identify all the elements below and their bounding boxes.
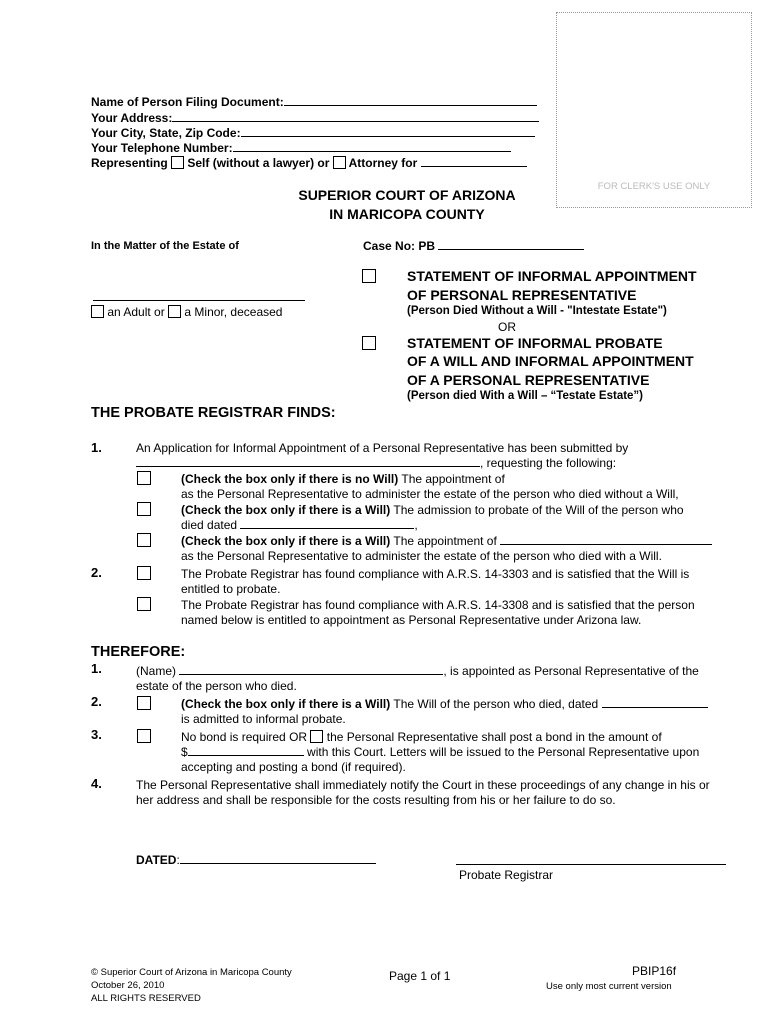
title2-subtitle: (Person died With a Will – “Testate Estate”) — [407, 390, 644, 402]
court-name-line2: IN MARICOPA COUNTY — [329, 206, 485, 222]
finds-p1-tail: , requesting the following: — [480, 456, 617, 470]
estate-name-field[interactable] — [93, 300, 305, 301]
filer-name-field[interactable] — [284, 95, 537, 106]
therefore-number-3: 3. — [91, 727, 102, 742]
finds-d-line1: The Probate Registrar has found compliance with A.R.S. 14-3303 and is satisfied that the Will is — [181, 567, 690, 581]
therefore-3-line1 — [181, 730, 662, 744]
therefore-4-line2: her address and shall be responsible for the costs resulting from his or her failure to do so. — [136, 793, 616, 807]
title2-line1: STATEMENT OF INFORMAL PROBATE — [407, 335, 663, 351]
finds-b-bold: (Check the box only if there is a Will) — [181, 503, 391, 517]
adult-checkbox[interactable] — [91, 305, 104, 318]
registrar-label: Probate Registrar — [459, 868, 554, 882]
no-will-appointment-checkbox[interactable] — [137, 471, 151, 485]
therefore-1-tail: , is appointed as Personal Representative of the — [443, 664, 699, 678]
therefore-1-line2: estate of the person who died. — [136, 679, 297, 693]
finds-e-line2: named below is entitled to appointment as Personal Representative under Arizona law. — [181, 613, 642, 627]
applicant-field[interactable] — [136, 456, 480, 467]
finds-b-dated-label: died dated — [181, 518, 238, 532]
therefore-heading: THEREFORE: — [91, 644, 186, 660]
filer-name-label: Name of Person Filing Document: — [91, 95, 284, 109]
filer-address-label: Your Address: — [91, 111, 173, 125]
case-number-field[interactable] — [438, 239, 584, 250]
title1-line1: STATEMENT OF INFORMAL APPOINTMENT — [407, 268, 697, 284]
title2-line3: OF A PERSONAL REPRESENTATIVE — [407, 372, 650, 388]
finds-number-2: 2. — [91, 565, 102, 580]
will-admitted-checkbox[interactable] — [137, 696, 151, 710]
no-bond-label: No bond is required OR — [181, 730, 308, 744]
minor-checkbox[interactable] — [168, 305, 181, 318]
finds-c-text: The appointment of — [393, 534, 497, 548]
case-number-row — [363, 239, 584, 253]
representing-row — [91, 156, 527, 170]
filer-address-row — [91, 111, 539, 125]
footer-rights: ALL RIGHTS RESERVED — [91, 993, 201, 1004]
therefore-2-line2: is admitted to informal probate. — [181, 712, 346, 726]
title1-line2: OF PERSONAL REPRESENTATIVE — [407, 287, 637, 303]
bond-amount-field[interactable] — [188, 745, 304, 756]
filer-city-row — [91, 126, 535, 140]
dollar-sign: $ — [181, 745, 188, 759]
case-number-label: Case No: PB — [363, 239, 436, 253]
version-note: Use only most current version — [546, 981, 672, 992]
court-name-line1: SUPERIOR COURT OF ARIZONA — [298, 187, 516, 203]
will-date-field[interactable] — [240, 518, 414, 529]
finds-d-line2: entitled to probate. — [181, 582, 281, 596]
therefore-3-line2 — [181, 745, 699, 759]
therefore-4-line1: The Personal Representative shall immediately notify the Court in these proceedings of any change in his or — [136, 778, 710, 792]
finds-e-line1: The Probate Registrar has found compliance with A.R.S. 14-3308 and is satisfied that the person — [181, 598, 695, 612]
dated-colon: : — [176, 853, 180, 867]
filer-city-label: Your City, State, Zip Code: — [91, 126, 241, 140]
intestate-checkbox[interactable] — [362, 269, 376, 283]
filer-city-field[interactable] — [241, 126, 535, 137]
finds-p1-line1: An Application for Informal Appointment of a Personal Representative has been submitted by — [136, 441, 629, 455]
title1-subtitle: (Person Died Without a Will - "Intestate Estate") — [407, 305, 667, 317]
clerk-use-label: FOR CLERK'S USE ONLY — [597, 181, 711, 192]
finds-b-line1 — [181, 503, 684, 517]
registrar-signature-line[interactable] — [456, 864, 726, 865]
finds-number-1: 1. — [91, 440, 102, 455]
finds-c-line2: as the Personal Representative to administer the estate of the person who died with a Will. — [181, 549, 662, 563]
will-dated-field[interactable] — [602, 697, 708, 708]
adult-label: an Adult or — [107, 305, 165, 319]
therefore-2-line1 — [181, 697, 708, 711]
finds-c-line1 — [181, 534, 712, 548]
filer-address-field[interactable] — [172, 111, 539, 122]
dated-field[interactable] — [180, 853, 376, 864]
dated-row — [136, 853, 376, 867]
no-bond-checkbox[interactable] — [137, 729, 151, 743]
footer-copyright: © Superior Court of Arizona in Maricopa County — [91, 967, 292, 978]
person-compliance-checkbox[interactable] — [137, 597, 151, 611]
therefore-number-1: 1. — [91, 661, 102, 676]
attorney-label: Attorney for — [348, 156, 418, 170]
matter-label: In the Matter of the Estate of — [91, 240, 239, 252]
finds-heading: THE PROBATE REGISTRAR FINDS: — [91, 405, 336, 421]
filer-phone-row — [91, 141, 511, 155]
will-appointment-checkbox[interactable] — [137, 533, 151, 547]
or-label: OR — [498, 320, 516, 334]
therefore-number-4: 4. — [91, 776, 102, 791]
will-probate-checkbox[interactable] — [137, 502, 151, 516]
self-label: Self (without a lawyer) or — [187, 156, 330, 170]
filer-phone-field[interactable] — [233, 141, 511, 152]
therefore-2-bold: (Check the box only if there is a Will) — [181, 697, 391, 711]
footer-date: October 26, 2010 — [91, 980, 165, 991]
attorney-checkbox[interactable] — [333, 156, 346, 169]
therefore-3-tail: with this Court. Letters will be issued to the Personal Representative upon — [307, 745, 700, 759]
finds-b-text: The admission to probate of the Will of the person who — [393, 503, 684, 517]
will-compliance-checkbox[interactable] — [137, 566, 151, 580]
finds-c-bold: (Check the box only if there is a Will) — [181, 534, 391, 548]
clerk-use-box — [556, 12, 752, 208]
bond-required-checkbox[interactable] — [310, 730, 323, 743]
self-checkbox[interactable] — [171, 156, 184, 169]
therefore-1-line1 — [136, 664, 699, 678]
therefore-3-line3: accepting and posting a bond (if required). — [181, 760, 406, 774]
page-number: Page 1 of 1 — [389, 969, 451, 983]
dated-label: DATED — [136, 853, 177, 867]
filer-name-row — [91, 95, 537, 109]
name-label: (Name) — [136, 664, 177, 678]
minor-label: a Minor, deceased — [184, 305, 283, 319]
finds-a-text: The appointment of — [401, 472, 505, 486]
deceased-status-row — [91, 305, 282, 319]
title2-line2: OF A WILL AND INFORMAL APPOINTMENT — [407, 353, 694, 369]
attorney-for-field[interactable] — [421, 156, 527, 167]
testate-checkbox[interactable] — [362, 336, 376, 350]
bond-required-label: the Personal Representative shall post a bond in the amount of — [326, 730, 662, 744]
finds-b-tail: , — [414, 518, 418, 532]
finds-a-bold: (Check the box only if there is no Will) — [181, 472, 399, 486]
appointee-field[interactable] — [500, 534, 712, 545]
finds-p1-line2 — [136, 456, 616, 470]
therefore-2-text: The Will of the person who died, dated — [393, 697, 599, 711]
representative-name-field[interactable] — [179, 664, 443, 675]
finds-a-line1 — [181, 472, 505, 486]
finds-a-line2: as the Personal Representative to administer the estate of the person who died without a Will, — [181, 487, 679, 501]
therefore-number-2: 2. — [91, 694, 102, 709]
finds-b-line2 — [181, 518, 418, 532]
filer-phone-label: Your Telephone Number: — [91, 141, 233, 155]
form-code: PBIP16f — [632, 964, 677, 978]
representing-label: Representing — [91, 156, 168, 170]
